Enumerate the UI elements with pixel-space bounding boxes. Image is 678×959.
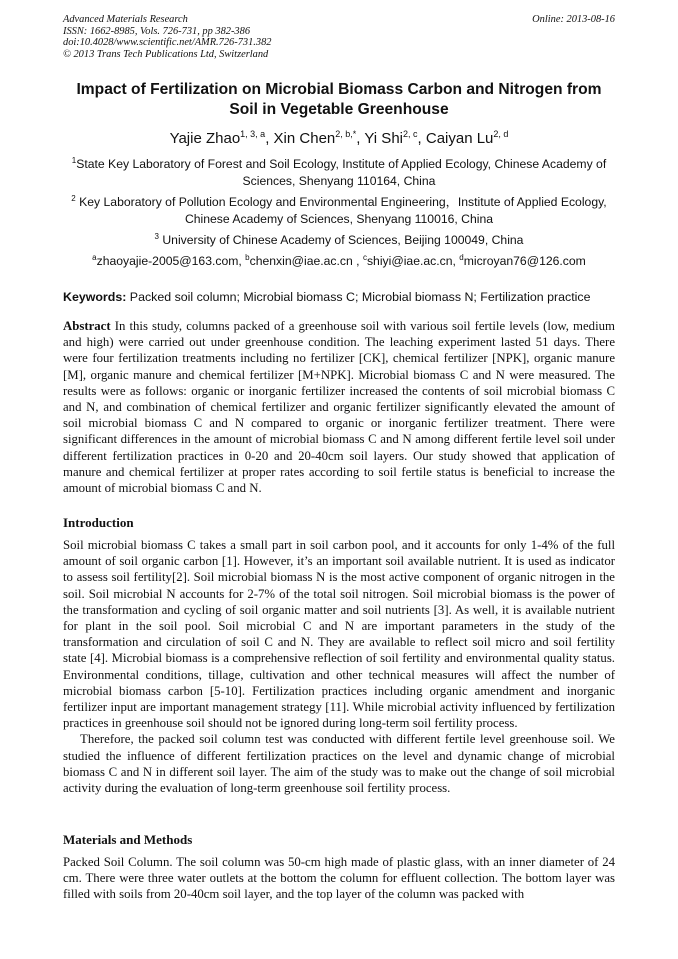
- affiliation-1: [60, 156, 618, 190]
- introduction-paragraph-2: Therefore, the packed soil column test was conducted with different fertile level greenhouse soil. We studied the influence of different fertilization practices on the level and dynamic change of microbial biomass C and N in different soil layer. The aim of the study was to make out the change of soil microbial activity during the evaluation of long-term greenhouse soil fertility process.: [63, 732, 615, 796]
- author-name: Xin Chen: [273, 130, 336, 147]
- abstract-text: In this study, columns packed of a greenhouse soil with various soil fertile levels (low, medium and high) were carried out under greenhouse condition. The leaching experiment lasted 51 days. There were four fertilization treatments including no fertilizer [CK], chemical fertilizer [NPK], organic manure [M], organic manure and chemical fertilizer [M+NPK]. Microbial biomass C and N were measured. The results were as follows: organic or inorganic fertilizer increased the contents of soil microbial biomass C and N, and combination of chemical fertilizer and organic fertilizer significantly elevated the amount of soil microbial biomass C and N compared to organic or inorganic fertilizer treatment. There were significant differences in the amount of microbial biomass C and N among different fertile level soil under different fertilization practices in 0-20 and 20-40cm soil layers. Our study showed that application of manure and chemical fertilizer at proper rates according to soil fertile status is beneficial to increase the amount of microbial biomass C and N.: [63, 319, 615, 496]
- keywords-text: Packed soil column; Microbial biomass C; Microbial biomass N; Fertilization practice: [126, 290, 591, 304]
- keywords-label: Keywords:: [63, 290, 127, 304]
- author-list: [60, 129, 618, 149]
- introduction-paragraph-1: Soil microbial biomass C takes a small part in soil carbon pool, and it accounts for only 1-4% of the full amount of soil organic carbon [1]. However, it’s an important soil available nutrient. It is used as indicator to assess soil fertility[2]. Soil microbial biomass N is the most active component of organic nitrogen in the soil. Soil microbial N accounts for 2-7% of the total soil nitrogen. Soil microbial biomass is the power of the transformation and cycling of soil organic matter and soil nutrients [3]. As well, it is available nutrient for plant in the soil pool. Soil microbial C and N are important parameters in the study of the transformation and circulation of soil C and N. They are available to reflect soil micro and soil fertility state [4]. Microbial biomass is a comprehensive reflection of soil fertility and environmental quality status. Environmental conditions, tillage, cultivation and other technical measures will affect the number of microbial biomass carbon [5-10]. Fertilization practices including organic amendment and inorganic fertilizer input are important management strategy [11]. While microbial activity influenced by fertilization practices in greenhouse soil should not be ignored during long-term soil fertility process.: [63, 538, 615, 731]
- email-address[interactable]: zhaoyajie-2005@163.com,: [96, 254, 246, 268]
- email-address[interactable]: shiyi@iae.ac.cn,: [366, 254, 460, 268]
- affiliation-number: 1: [71, 156, 77, 165]
- author-affiliation-mark: 1, 3, a: [240, 129, 266, 139]
- author-separator: ,: [417, 130, 426, 147]
- author-separator: ,: [356, 130, 365, 147]
- title-line-1: Impact of Fertilization on Microbial Biomass Carbon and Nitrogen from: [76, 81, 602, 98]
- email-mark: b: [245, 253, 250, 262]
- title-line-2: Soil in Vegetable Greenhouse: [229, 101, 449, 118]
- methods-heading: Materials and Methods: [63, 832, 193, 847]
- author-name: Yi Shi: [364, 130, 403, 147]
- email-address[interactable]: microyan76@126.com: [463, 254, 586, 268]
- affiliation-text: Sciences, Shenyang 110164, China: [242, 174, 436, 188]
- methods-body: [63, 854, 615, 903]
- affiliation-text: Chinese Academy of Sciences, Shenyang 110016, China: [184, 212, 494, 226]
- methods-paragraph-1: Packed Soil Column. The soil column was 50-cm high made of plastic glass, with an inner diameter of 24 cm. There were three water outlets at the bottom the column for effluent collection. The bottom layer was filled with soils from 20-40cm soil layer, and the top layer of the column was packed with: [63, 855, 615, 902]
- author-affiliation-mark: 2, b,*: [335, 129, 357, 139]
- keywords: [63, 289, 623, 305]
- online-date: Online: 2013-08-16: [532, 14, 615, 25]
- doi-line: doi:10.4028/www.scientific.net/AMR.726-731.382: [63, 37, 272, 49]
- affiliation-2: [60, 194, 618, 228]
- author-affiliation-mark: 2, d: [493, 129, 509, 139]
- copyright-line: © 2013 Trans Tech Publications Ltd, Switzerland: [63, 48, 269, 60]
- email-mark: d: [459, 253, 464, 262]
- affiliation-number: 3: [154, 232, 159, 241]
- email-mark: c: [362, 253, 367, 262]
- author-name: Caiyan Lu: [425, 130, 494, 147]
- affiliation-text: State Key Laboratory of Forest and Soil Ecology, Institute of Applied Ecology, Chinese Academy of: [76, 157, 607, 171]
- author-separator: ,: [265, 130, 274, 147]
- introduction-heading: Introduction: [63, 515, 134, 530]
- email-mark: a: [92, 253, 97, 262]
- introduction-body: [63, 537, 615, 796]
- affiliation-3: [60, 232, 618, 249]
- author-emails: [60, 253, 618, 270]
- issn-line: ISSN: 1662-8985, Vols. 726-731, pp 382-386: [63, 25, 251, 37]
- affiliation-text: Key Laboratory of Pollution Ecology and Environmental Engineering，Institute of Applied Ecology,: [75, 195, 607, 209]
- author-name: Yajie Zhao: [169, 130, 241, 147]
- journal-name: Advanced Materials Research: [63, 14, 188, 25]
- affiliation-number: 2: [71, 194, 76, 203]
- affiliation-text: University of Chinese Academy of Sciences, Beijing 100049, China: [158, 233, 524, 247]
- journal-header: [63, 14, 615, 60]
- abstract: [63, 318, 615, 496]
- email-address[interactable]: chenxin@iae.ac.cn ,: [249, 254, 363, 268]
- abstract-label: Abstract: [63, 319, 111, 333]
- author-affiliation-mark: 2, c: [403, 129, 418, 139]
- paper-title: [60, 80, 618, 120]
